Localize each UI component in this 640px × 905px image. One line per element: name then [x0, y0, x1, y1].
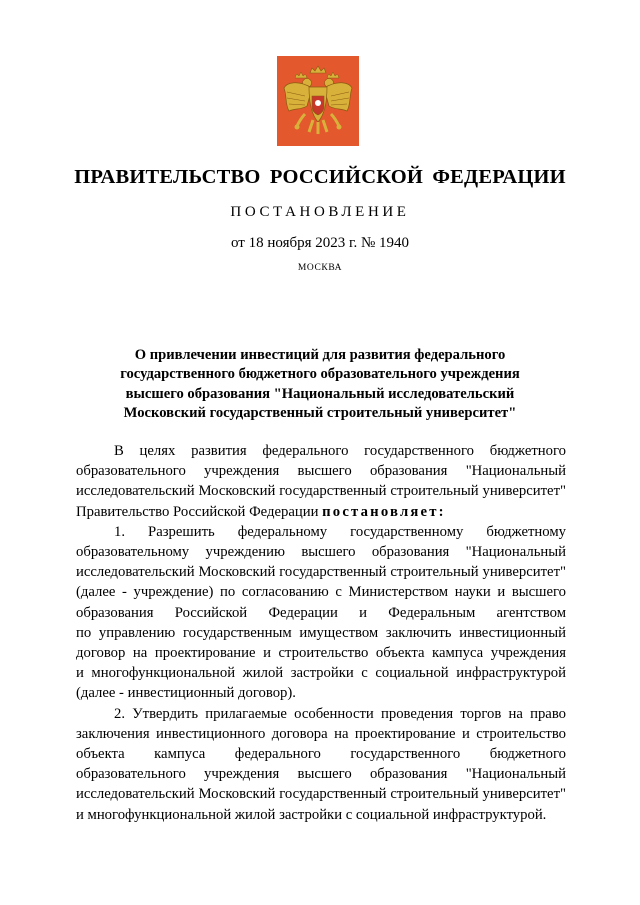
body-line: 1. Разрешить федеральному государственному бюджетному [114, 523, 566, 540]
government-title: ПРАВИТЕЛЬСТВО РОССИЙСКОЙ ФЕДЕРАЦИИ [74, 166, 566, 188]
body-line: (далее - инвестиционный договор). [76, 685, 296, 702]
subject-line: государственного бюджетного образовательного учреждения [120, 366, 520, 383]
document-subject [90, 346, 550, 423]
decree-word: постановляет: [322, 503, 446, 520]
body-line: образования Российской Федерации и Федеральным агентством [76, 604, 566, 621]
document-type: ПОСТАНОВЛЕНИЕ [230, 204, 410, 220]
body-line [76, 502, 566, 522]
subject-line: О привлечении инвестиций для развития федерального [134, 347, 506, 363]
document-body [76, 441, 566, 825]
body-line: договор на проектирование и строительство объекта кампуса учреждения [76, 645, 566, 662]
body-line: исследовательский Московский государственный строительный университет" [76, 786, 566, 803]
body-line: и многофункциональной жилой застройки с социальной инфраструктурой [76, 665, 566, 682]
body-line: по управлению государственным имуществом заключить инвестиционный [76, 624, 566, 641]
body-line: образовательного учреждения высшего образования "Национальный [76, 463, 566, 480]
intro-last-prefix: Правительство Российской Федерации [76, 503, 319, 520]
body-line: заключения инвестиционного договора на проектирование и строительство [76, 725, 566, 742]
subject-line: Московский государственный строительный университет" [123, 404, 517, 421]
body-line: (далее - учреждение) по согласованию с Министерством науки и высшего [76, 584, 566, 601]
body-line: 2. Утвердить прилагаемые особенности проведения торгов на право [114, 705, 566, 722]
subject-line: высшего образования "Национальный исследовательский [125, 385, 515, 402]
body-line: исследовательский Московский государственный строительный университет" [76, 564, 566, 581]
body-line: исследовательский Московский государственный строительный университет" [76, 483, 566, 500]
russian-coat-of-arms-icon [277, 56, 359, 146]
body-line: образовательного учреждения высшего образования "Национальный [76, 766, 566, 783]
body-line: образовательному учреждению высшего образования "Национальный [76, 544, 566, 561]
body-line: В целях развития федерального государственного бюджетного [114, 443, 566, 459]
document-date: от 18 ноября 2023 г. № 1940 [230, 235, 410, 251]
body-line: и многофункциональной жилой застройки с социальной инфраструктурой. [76, 806, 547, 823]
body-line: объекта кампуса федерального государственного бюджетного [76, 746, 566, 763]
document-city: МОСКВА [297, 263, 343, 273]
